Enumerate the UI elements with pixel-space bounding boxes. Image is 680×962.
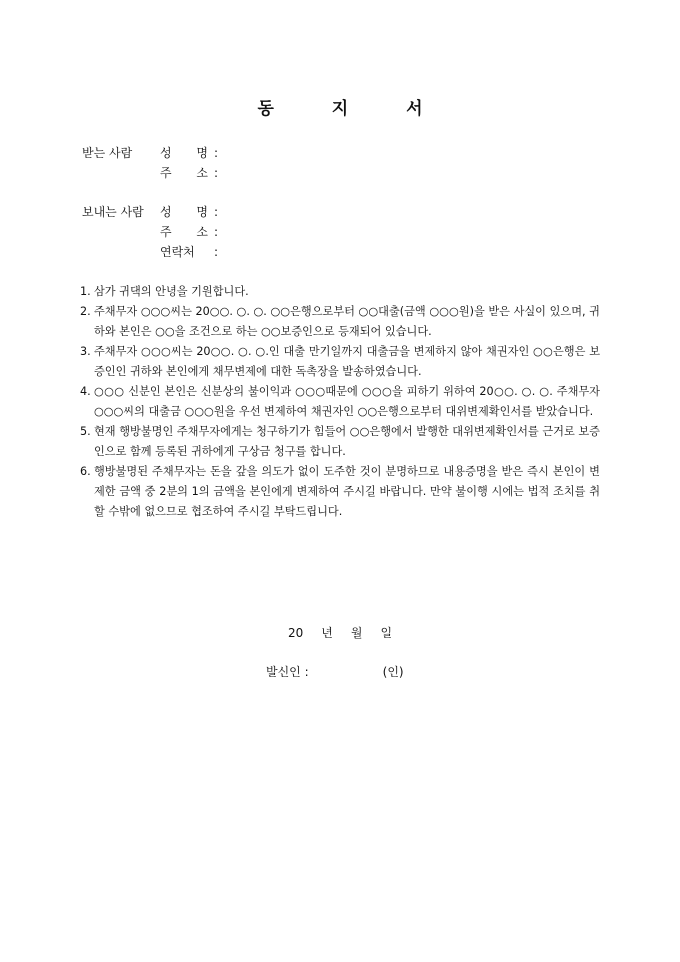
sender-name-colon: :	[214, 205, 219, 219]
paragraph-number: 6.	[80, 465, 91, 478]
signature-line	[266, 663, 404, 680]
date-line	[0, 624, 680, 641]
sender-name-field	[160, 202, 288, 222]
recipient-address-field	[160, 163, 288, 183]
date-month-unit: 월	[350, 626, 363, 640]
paragraph-number: 5.	[80, 425, 91, 438]
paragraph-number: 3.	[80, 345, 91, 358]
recipient-name-label: 성 명	[160, 146, 208, 160]
paragraph-item	[80, 462, 600, 522]
sender-heading: 보내는 사람	[82, 205, 144, 219]
date-day-unit: 일	[380, 626, 393, 640]
seal-mark: (인)	[382, 665, 404, 679]
paragraph-item	[80, 302, 600, 342]
recipient-name-colon: :	[214, 146, 219, 160]
paragraph-text: 현재 행방불명인 주채무자에게는 청구하기가 힘들어 ○○은행에서 발행한 대위변제확인서를 근거로 보증인으로 함께 등록된 귀하에게 구상금 청구를 합니다.	[94, 425, 600, 458]
paragraph-text: 삼가 귀댁의 안녕을 기원합니다.	[94, 285, 249, 298]
paragraph-number: 4.	[80, 385, 91, 398]
signature-label: 발신인 :	[266, 665, 309, 679]
paragraph-text: ○○○ 신분인 본인은 신분상의 불이익과 ○○○때문에 ○○○을 피하기 위하여 20○○. ○. ○. 주채무자 ○○○씨의 대출금 ○○○원을 우선 변제하여 채권자인 ○○은행으로부터 대위변제확인서를 받았습니다.	[94, 385, 600, 418]
paragraph-text: 주채무자 ○○○씨는 20○○. ○. ○.인 대출 만기일까지 대출금을 변제하지 않아 채권자인 ○○은행은 보증인인 귀하와 본인에게 채무변제에 대한 독촉장을 발송하였습니다.	[94, 345, 600, 378]
paragraph-item	[80, 282, 600, 302]
sender-address-field	[160, 222, 288, 242]
paragraph-number: 1.	[80, 285, 91, 298]
date-year-unit: 년	[321, 626, 333, 640]
paragraph-item	[80, 422, 600, 462]
sender-contact-colon: :	[214, 245, 219, 259]
sender-address-label: 주 소	[160, 225, 208, 239]
paragraph-item	[80, 342, 600, 382]
recipient-address-label: 주 소	[160, 166, 208, 180]
sender-name-label: 성 명	[160, 205, 208, 219]
paragraph-text: 행방불명된 주채무자는 돈을 갚을 의도가 없이 도주한 것이 분명하므로 내용증명을 받은 즉시 본인이 변제한 금액 중 2분의 1의 금액을 본인에게 변제하여 주시길 바랍니다. 만약 불이행 시에는 법적 조치를 취할 수밖에 없으므로 협조하여 주시길 부탁드립니다.	[94, 465, 600, 518]
paragraph-number: 2.	[80, 305, 91, 318]
recipient-heading: 받는 사람	[82, 146, 133, 160]
recipient-address-colon: :	[214, 166, 219, 180]
paragraph-item	[80, 382, 600, 422]
document-title: 동 지 서	[257, 99, 449, 119]
date-year: 20	[287, 626, 304, 640]
sender-contact-field	[160, 242, 288, 262]
recipient-name-field	[160, 143, 288, 163]
sender-contact-label: 연락처	[160, 245, 195, 259]
sender-address-colon: :	[214, 225, 219, 239]
paragraph-text: 주채무자 ○○○씨는 20○○. ○. ○. ○○은행으로부터 ○○대출(금액 ○○○원)을 받은 사실이 있으며, 귀하와 본인은 ○○을 조건으로 하는 ○○보증인으로 등재되어 있습니다.	[94, 305, 600, 338]
body-paragraphs	[80, 282, 600, 522]
